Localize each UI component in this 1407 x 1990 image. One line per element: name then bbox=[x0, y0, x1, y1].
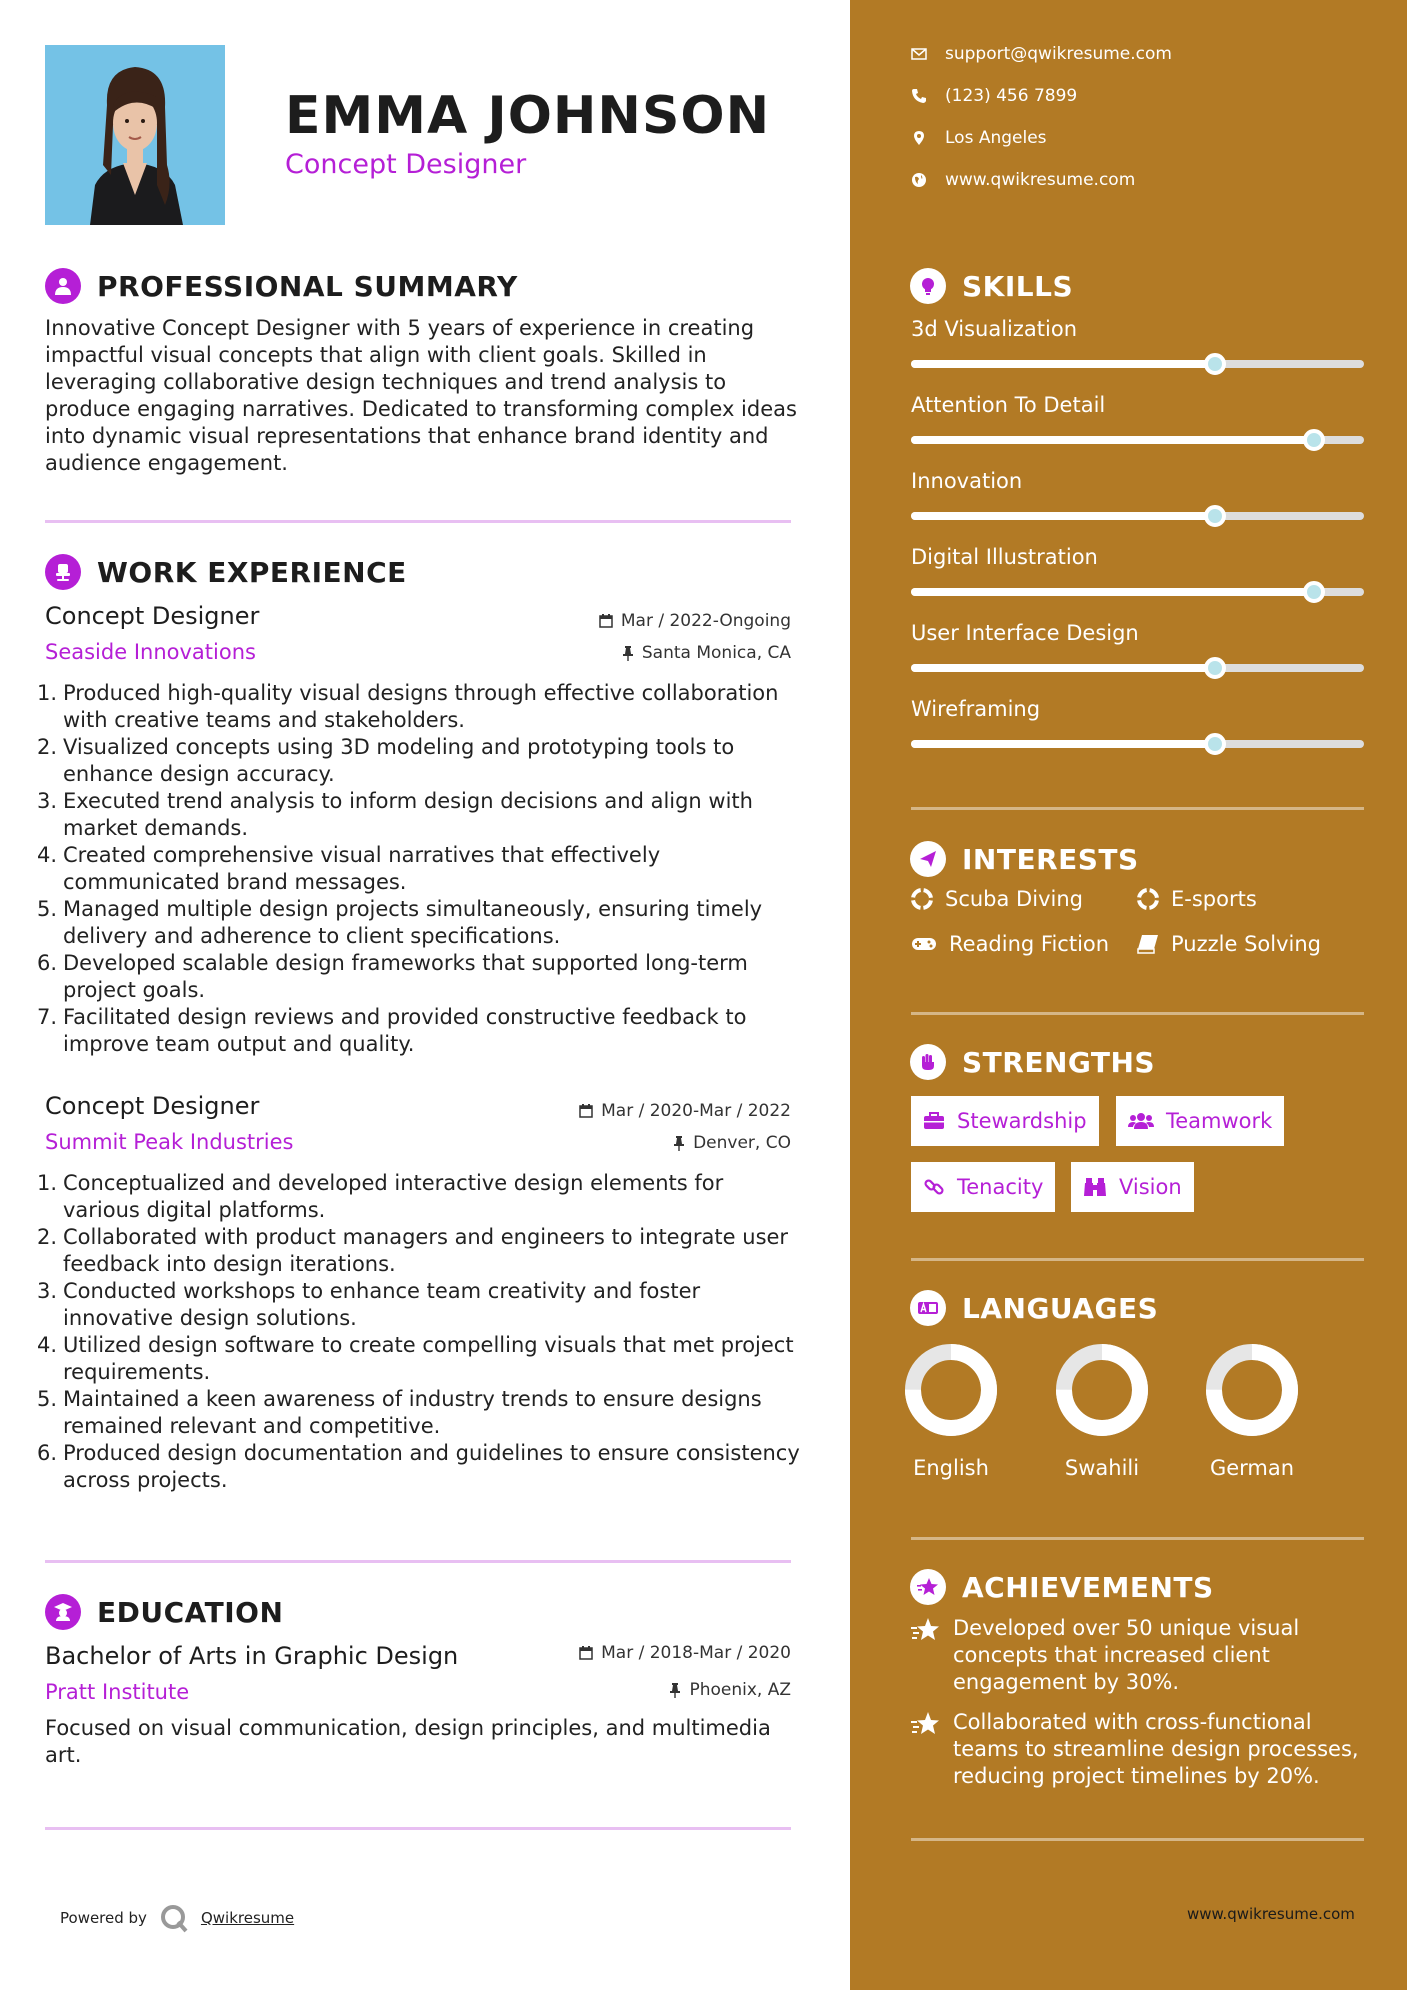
pin-icon bbox=[673, 1136, 685, 1151]
language-item bbox=[886, 1342, 1016, 1480]
skill-bar-fill bbox=[911, 360, 1215, 368]
achievement-item: Developed over 50 unique visual concepts that increased client engagement by 30%. bbox=[911, 1615, 1371, 1696]
list-item: 2. Collaborated with product managers and engineers to integrate user feedback into design iterations. bbox=[36, 1225, 789, 1276]
language-label: English bbox=[913, 1456, 989, 1480]
briefcase-icon bbox=[923, 1112, 945, 1130]
footer-url[interactable]: www.qwikresume.com bbox=[1187, 1905, 1355, 1923]
experience-heading bbox=[45, 554, 407, 590]
section-divider bbox=[911, 1258, 1364, 1261]
job-dates bbox=[599, 611, 791, 631]
paper-plane-icon bbox=[910, 841, 946, 877]
profile-photo bbox=[45, 45, 225, 225]
achievements-title: ACHIEVEMENTS bbox=[962, 1570, 1214, 1604]
list-item: 4. Utilized design software to create compelling visuals that met project requirements. bbox=[36, 1333, 794, 1384]
skill-label: 3d Visualization bbox=[911, 317, 1078, 341]
skill-bar bbox=[911, 436, 1364, 444]
translate-icon bbox=[910, 1290, 946, 1326]
list-item: 3. Conducted workshops to enhance team creativity and foster innovative design solutions. bbox=[36, 1279, 701, 1330]
skill-bar-fill bbox=[911, 436, 1314, 444]
list-item: 5. Maintained a keen awareness of industry trends to ensure designs remained relevant and competitive. bbox=[36, 1387, 762, 1438]
lifebuoy-icon bbox=[1137, 888, 1159, 910]
calendar-icon bbox=[579, 1104, 593, 1118]
office-chair-icon bbox=[45, 554, 81, 590]
skill-bar bbox=[911, 664, 1364, 672]
candidate-title: Concept Designer bbox=[285, 149, 527, 180]
contact-location-text: Los Angeles bbox=[945, 128, 1047, 148]
skill-bar bbox=[911, 740, 1364, 748]
qwikresume-logo-icon bbox=[159, 1903, 189, 1933]
skill-label: Innovation bbox=[911, 469, 1023, 493]
qwikresume-link[interactable]: Qwikresume bbox=[200, 1909, 295, 1927]
skill-label: Digital Illustration bbox=[911, 545, 1098, 569]
map-pin-icon bbox=[911, 130, 927, 146]
section-divider bbox=[45, 520, 791, 523]
star-icon bbox=[911, 1617, 941, 1643]
language-level-ring bbox=[1054, 1342, 1150, 1438]
strengths-title: STRENGTHS bbox=[962, 1045, 1156, 1079]
pin-icon bbox=[669, 1683, 681, 1698]
language-item bbox=[1187, 1342, 1317, 1480]
school: Pratt Institute bbox=[45, 1680, 190, 1704]
skill-bar-fill bbox=[911, 588, 1314, 596]
skill-label: User Interface Design bbox=[911, 621, 1139, 645]
skill-bar-fill bbox=[911, 664, 1215, 672]
strength-tag: Stewardship bbox=[911, 1096, 1099, 1146]
list-item: 7. Facilitated design reviews and provided constructive feedback to improve team output and quality. bbox=[36, 1005, 747, 1056]
skill-bar-fill bbox=[911, 740, 1215, 748]
gamepad-icon bbox=[911, 936, 937, 952]
list-item: 1. Produced high-quality visual designs through effective collaboration with creative teams and stakeholders. bbox=[36, 681, 779, 732]
interests-title: INTERESTS bbox=[962, 842, 1139, 876]
interest-item: Puzzle Solving bbox=[1137, 932, 1321, 956]
job-location bbox=[622, 643, 791, 663]
binoculars-icon bbox=[1083, 1177, 1107, 1197]
languages-title: LANGUAGES bbox=[962, 1291, 1159, 1325]
skill-bar-knob bbox=[1204, 657, 1226, 679]
skill-label: Attention To Detail bbox=[911, 393, 1106, 417]
education-location-text: Phoenix, AZ bbox=[689, 1680, 791, 1700]
skills-title: SKILLS bbox=[962, 269, 1074, 303]
job-location bbox=[673, 1133, 791, 1153]
contact-location bbox=[911, 128, 1047, 148]
job-bullets bbox=[35, 1170, 805, 1494]
language-label: Swahili bbox=[1064, 1456, 1140, 1480]
lightbulb-icon bbox=[910, 268, 946, 304]
list-item: 3. Executed trend analysis to inform design decisions and align with market demands. bbox=[36, 789, 753, 840]
lifebuoy-icon bbox=[911, 888, 933, 910]
skill-bar bbox=[911, 360, 1364, 368]
education-location bbox=[669, 1680, 791, 1700]
job-dates bbox=[579, 1101, 791, 1121]
skill-bar bbox=[911, 512, 1364, 520]
section-divider bbox=[911, 1012, 1364, 1015]
globe-icon bbox=[911, 172, 927, 188]
degree: Bachelor of Arts in Graphic Design bbox=[45, 1642, 459, 1670]
education-dates-text: Mar / 2018-Mar / 2020 bbox=[601, 1643, 791, 1663]
strengths-heading bbox=[910, 1044, 1155, 1080]
list-item: 1. Conceptualized and developed interactive design elements for various digital platforms. bbox=[36, 1171, 724, 1222]
users-icon bbox=[1128, 1112, 1154, 1130]
calendar-icon bbox=[579, 1646, 593, 1660]
job-location-text: Denver, CO bbox=[693, 1133, 791, 1153]
job-role: Concept Designer bbox=[45, 602, 260, 630]
section-divider bbox=[45, 1560, 791, 1563]
fist-icon bbox=[910, 1044, 946, 1080]
interest-item: E-sports bbox=[1137, 887, 1257, 911]
skill-label: Wireframing bbox=[911, 697, 1041, 721]
interest-item: Scuba Diving bbox=[911, 887, 1083, 911]
job-location-text: Santa Monica, CA bbox=[641, 643, 791, 663]
book-icon bbox=[1137, 934, 1159, 954]
strength-tag: Tenacity bbox=[911, 1162, 1055, 1212]
powered-by bbox=[60, 1903, 294, 1933]
candidate-name: EMMA JOHNSON bbox=[285, 86, 771, 146]
language-item bbox=[1037, 1342, 1167, 1480]
contact-phone[interactable] bbox=[911, 86, 1077, 106]
skill-bar-knob bbox=[1204, 505, 1226, 527]
strength-tag: Vision bbox=[1071, 1162, 1194, 1212]
contact-phone-text: (123) 456 7899 bbox=[945, 86, 1078, 106]
list-item: 6. Produced design documentation and guidelines to ensure consistency across projects. bbox=[36, 1441, 800, 1492]
education-dates bbox=[579, 1643, 791, 1663]
contact-website[interactable] bbox=[911, 170, 1135, 190]
summary-title: PROFESSIONAL SUMMARY bbox=[97, 269, 518, 303]
pin-icon bbox=[622, 646, 634, 661]
experience-title: WORK EXPERIENCE bbox=[97, 555, 407, 589]
graduate-icon bbox=[45, 1594, 81, 1630]
skills-heading bbox=[910, 268, 1073, 304]
job-role: Concept Designer bbox=[45, 1092, 260, 1120]
contact-email[interactable] bbox=[911, 44, 1172, 64]
achievements-heading bbox=[910, 1569, 1214, 1605]
list-item: 5. Managed multiple design projects simultaneously, ensuring timely delivery and adherence to client specifications. bbox=[36, 897, 763, 948]
interest-item: Reading Fiction bbox=[911, 932, 1109, 956]
strength-tag: Teamwork bbox=[1116, 1096, 1284, 1146]
contact-website-text: www.qwikresume.com bbox=[945, 170, 1136, 190]
job-dates-text: Mar / 2020-Mar / 2022 bbox=[601, 1101, 791, 1121]
skill-bar-knob bbox=[1303, 581, 1325, 603]
star-icon bbox=[911, 1711, 941, 1737]
calendar-icon bbox=[599, 614, 613, 628]
section-divider bbox=[911, 1838, 1364, 1841]
language-level-ring bbox=[1204, 1342, 1300, 1438]
link-icon bbox=[923, 1176, 945, 1198]
skill-bar-knob bbox=[1303, 429, 1325, 451]
contact-email-text: support@qwikresume.com bbox=[945, 44, 1172, 64]
star-badge-icon bbox=[910, 1569, 946, 1605]
section-divider bbox=[45, 1827, 791, 1830]
user-icon bbox=[45, 268, 81, 304]
job-dates-text: Mar / 2022-Ongoing bbox=[620, 611, 791, 631]
education-text: Focused on visual communication, design principles, and multimedia art. bbox=[45, 1716, 771, 1767]
skill-bar-knob bbox=[1204, 733, 1226, 755]
list-item: 2. Visualized concepts using 3D modeling and prototyping tools to enhance design accuracy. bbox=[36, 735, 735, 786]
summary-heading bbox=[45, 268, 518, 304]
powered-by-label: Powered by bbox=[60, 1909, 147, 1927]
language-label: German bbox=[1209, 1456, 1295, 1480]
section-divider bbox=[911, 1537, 1364, 1540]
phone-icon bbox=[911, 88, 927, 104]
skill-bar-knob bbox=[1204, 353, 1226, 375]
job-company: Seaside Innovations bbox=[45, 640, 256, 664]
languages-heading bbox=[910, 1290, 1158, 1326]
list-item: 4. Created comprehensive visual narratives that effectively communicated brand messages. bbox=[36, 843, 661, 894]
job-company: Summit Peak Industries bbox=[45, 1130, 294, 1154]
skill-bar bbox=[911, 588, 1364, 596]
list-item: 6. Developed scalable design frameworks that supported long-term project goals. bbox=[36, 951, 748, 1002]
summary-text: Innovative Concept Designer with 5 years of experience in creating impactful visual concepts that align with client goals. Skilled in leveraging collaborative design techniques and trend analysis to produce engaging narratives. Dedicated to transforming complex ideas into dynamic visual representations that enhance brand identity and audience engagement. bbox=[45, 316, 797, 475]
education-title: EDUCATION bbox=[97, 1595, 284, 1629]
job-bullets bbox=[35, 680, 805, 1058]
education-heading bbox=[45, 1594, 283, 1630]
interests-heading bbox=[910, 841, 1139, 877]
achievement-item: Collaborated with cross-functional teams to streamline design processes, reducing project timelines by 20%. bbox=[911, 1709, 1371, 1790]
envelope-icon bbox=[911, 48, 927, 60]
section-divider bbox=[911, 807, 1364, 810]
skill-bar-fill bbox=[911, 512, 1215, 520]
language-level-ring bbox=[903, 1342, 999, 1438]
sidebar bbox=[850, 0, 1407, 1990]
